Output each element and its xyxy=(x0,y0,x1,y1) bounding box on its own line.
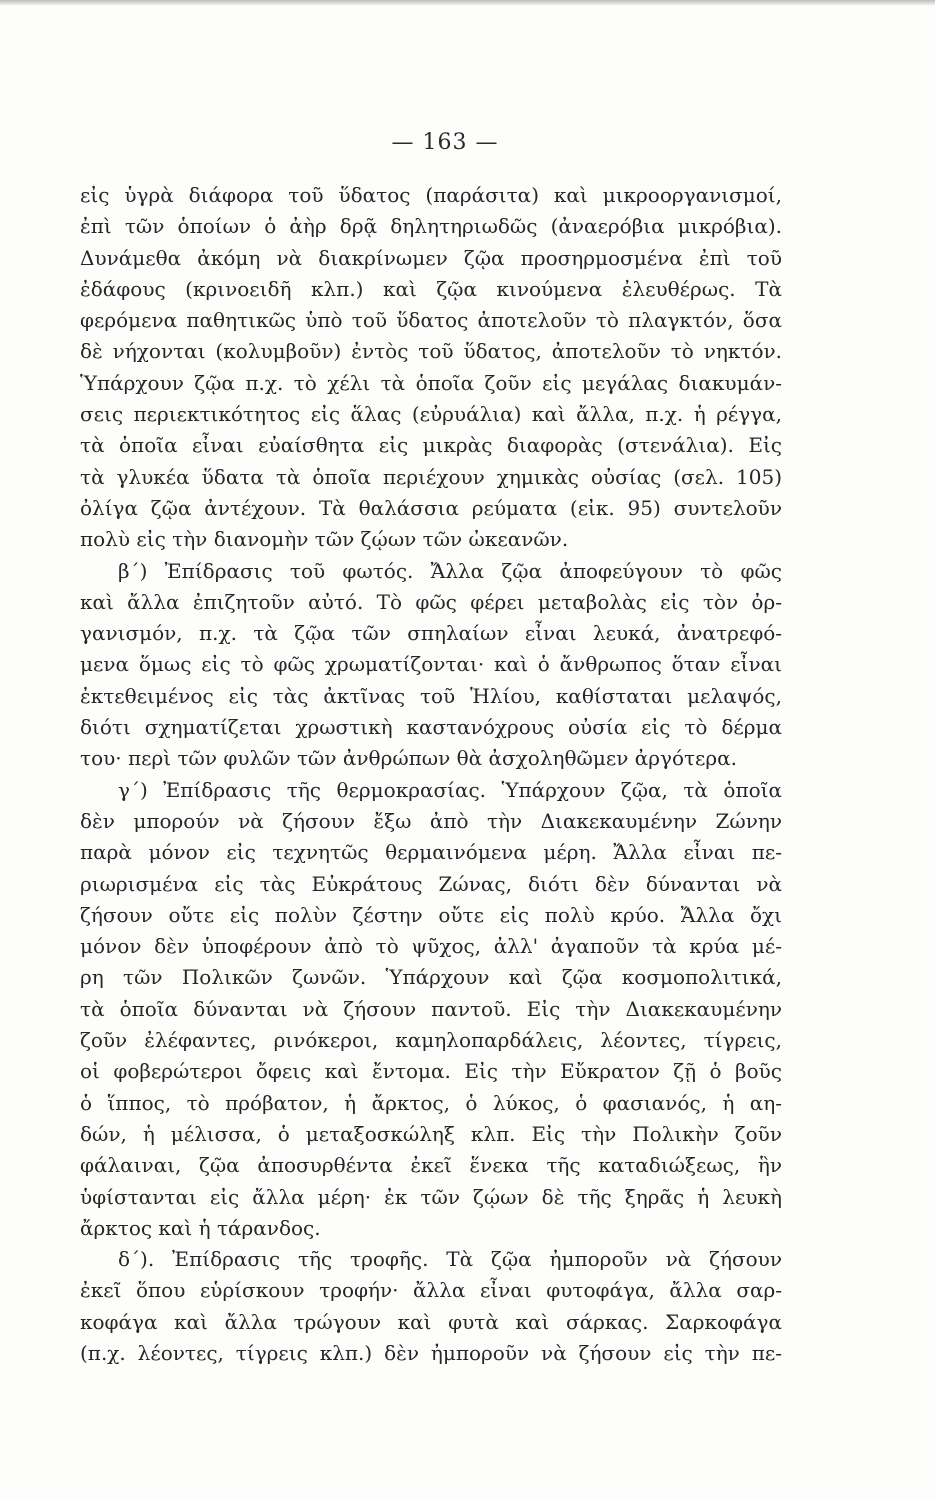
page-number: — 163 — xyxy=(391,130,499,155)
text-line: Δυνάμεθα ἀκόμη νὰ διακρίνωμεν ζῷα προσηρμοσμένα ἐπὶ τοῦ xyxy=(80,245,782,270)
text-line: μόνον δὲν ὑποφέρουν ἀπὸ τὸ ψῦχος, ἀλλ' ἀγαποῦν τὰ κρύα μέ- xyxy=(80,934,782,959)
text-line: καὶ ἄλλα ἐπιζητοῦν αὐτό. Τὸ φῶς φέρει μεταβολὰς εἰς τὸν ὀρ- xyxy=(80,589,782,614)
text-line: (π.χ. λέοντες, τίγρεις κλπ.) δὲν ἠμποροῦν νὰ ζήσουν εἰς τὴν πε- xyxy=(80,1340,782,1365)
text-line: μενα ὅμως εἰς τὸ φῶς χρωματίζονται· καὶ ὁ ἄνθρωπος ὅταν εἶναι xyxy=(80,652,782,677)
text-line: ἐπὶ τῶν ὁποίων ὁ ἀὴρ δρᾷ δηλητηριωδῶς (ἀναερόβια μικρόβια). xyxy=(80,214,782,239)
text-line: γανισμόν, π.χ. τὰ ζῷα τῶν σπηλαίων εἶναι λευκά, ἀνατρεφό- xyxy=(80,621,782,646)
section-heading-line: β΄) Ἐπίδρασις τοῦ φωτός. Ἄλλα ζῷα ἀποφεύγουν τὸ φῶς xyxy=(118,558,782,583)
text-line: ριωρισμένα εἰς τὰς Εὐκράτους Ζώνας, διότι δὲν δύνανται νὰ xyxy=(80,871,782,896)
text-line: ἐδάφους (κρινοειδῆ κλπ.) καὶ ζῷα κινούμενα ἐλευθέρως. Τὰ xyxy=(80,276,782,301)
text-line: ρη τῶν Πολικῶν ζωνῶν. Ὑπάρχουν καὶ ζῷα κοσμοπολιτικά, xyxy=(80,965,782,990)
text-line: φάλαιναι, ζῷα ἀποσυρθέντα ἐκεῖ ἕνεκα τῆς καταδιώξεως, ἣν xyxy=(80,1153,782,1178)
section-heading-line: γ΄) Ἐπίδρασις τῆς θερμοκρασίας. Ὑπάρχουν ζῷα, τὰ ὁποῖα xyxy=(118,777,782,802)
text-line: τὰ γλυκέα ὕδατα τὰ ὁποῖα περιέχουν χημικὰς οὐσίας (σελ. 105) xyxy=(80,464,782,489)
text-line: διότι σχηματίζεται χρωστικὴ καστανόχρους οὐσία εἰς τὸ δέρμα xyxy=(80,715,782,740)
text-line: σεις περιεκτικότητος εἰς ἅλας (εὐρυάλια) καὶ ἄλλα, π.χ. ἡ ρέγγα, xyxy=(80,402,782,427)
text-line: δών, ἡ μέλισσα, ὁ μεταξοσκώληξ κλπ. Εἰς τὴν Πολικὴν ζοῦν xyxy=(80,1121,782,1146)
text-line: φερόμενα παθητικῶς ὑπὸ τοῦ ὕδατος ἀποτελοῦν τὸ πλαγκτόν, ὅσα xyxy=(80,308,782,333)
text-line: δὲ νήχονται (κολυμβοῦν) ἐντὸς τοῦ ὕδατος, ἀποτελοῦν τὸ νηκτόν. xyxy=(80,339,782,364)
text-line: εἰς ὑγρὰ διάφορα τοῦ ὕδατος (παράσιτα) καὶ μικροοργανισμοί, xyxy=(80,183,782,207)
body-text xyxy=(80,180,782,1369)
text-line: του· περὶ τῶν φυλῶν τῶν ἀνθρώπων θὰ ἀσχοληθῶμεν ἀργότερα. xyxy=(80,746,738,771)
text-line: ζοῦν ἐλέφαντες, ρινόκεροι, καμηλοπαρδάλεις, λέοντες, τίγρεις, xyxy=(80,1028,782,1053)
text-line: ἄρκτος καὶ ἡ τάρανδος. xyxy=(80,1215,321,1240)
text-line: κοφάγα καὶ ἄλλα τρώγουν καὶ φυτὰ καὶ σάρκας. Σαρκοφάγα xyxy=(80,1309,782,1334)
text-line: ζήσουν οὔτε εἰς πολὺν ζέστην οὔτε εἰς πολὺ κρύο. Ἄλλα ὄχι xyxy=(80,902,782,927)
text-line: οἱ φοβερώτεροι ὄφεις καὶ ἔντομα. Εἰς τὴν Εὔκρατον ζῇ ὁ βοῦς xyxy=(80,1059,782,1084)
text-line: ὀλίγα ζῷα ἀντέχουν. Τὰ θαλάσσια ρεύματα (εἰκ. 95) συντελοῦν xyxy=(80,495,782,520)
text-line: δὲν μπορούν νὰ ζήσουν ἔξω ἀπὸ τὴν Διακεκαυμένην Ζώνην xyxy=(80,808,782,833)
section-heading-line: δ΄). Ἐπίδρασις τῆς τροφῆς. Τὰ ζῷα ἠμποροῦν νὰ ζήσουν xyxy=(118,1247,782,1272)
text-line: ὑφίστανται εἰς ἄλλα μέρη· ἐκ τῶν ζῴων δὲ τῆς ξηρᾶς ἡ λευκὴ xyxy=(80,1184,782,1209)
text-line: πολὺ εἰς τὴν διανομὴν τῶν ζῴων τῶν ὠκεανῶν. xyxy=(80,527,569,552)
text-line: ἐκεῖ ὅπου εὑρίσκουν τροφήν· ἄλλα εἶναι φυτοφάγα, ἄλλα σαρ- xyxy=(80,1278,782,1303)
text-line: ἐκτεθειμένος εἰς τὰς ἀκτῖνας τοῦ Ἡλίου, καθίσταται μελαψός, xyxy=(80,683,782,708)
text-line: τὰ ὁποῖα δύνανται νὰ ζήσουν παντοῦ. Εἰς τὴν Διακεκαυμένην xyxy=(80,996,782,1021)
text-line: παρὰ μόνον εἰς τεχνητῶς θερμαινόμενα μέρη. Ἄλλα εἶναι πε- xyxy=(80,840,782,865)
text-line: τὰ ὁποῖα εἶναι εὐαίσθητα εἰς μικρὰς διαφορὰς (στενάλια). Εἰς xyxy=(80,433,782,458)
text-line: ὁ ἵππος, τὸ πρόβατον, ἡ ἄρκτος, ὁ λύκος, ὁ φασιανός, ἡ αη- xyxy=(80,1090,782,1115)
page-top-edge xyxy=(0,0,935,6)
text-line: Ὑπάρχουν ζῷα π.χ. τὸ χέλι τὰ ὁποῖα ζοῦν εἰς μεγάλας διακυμάν- xyxy=(80,370,782,395)
